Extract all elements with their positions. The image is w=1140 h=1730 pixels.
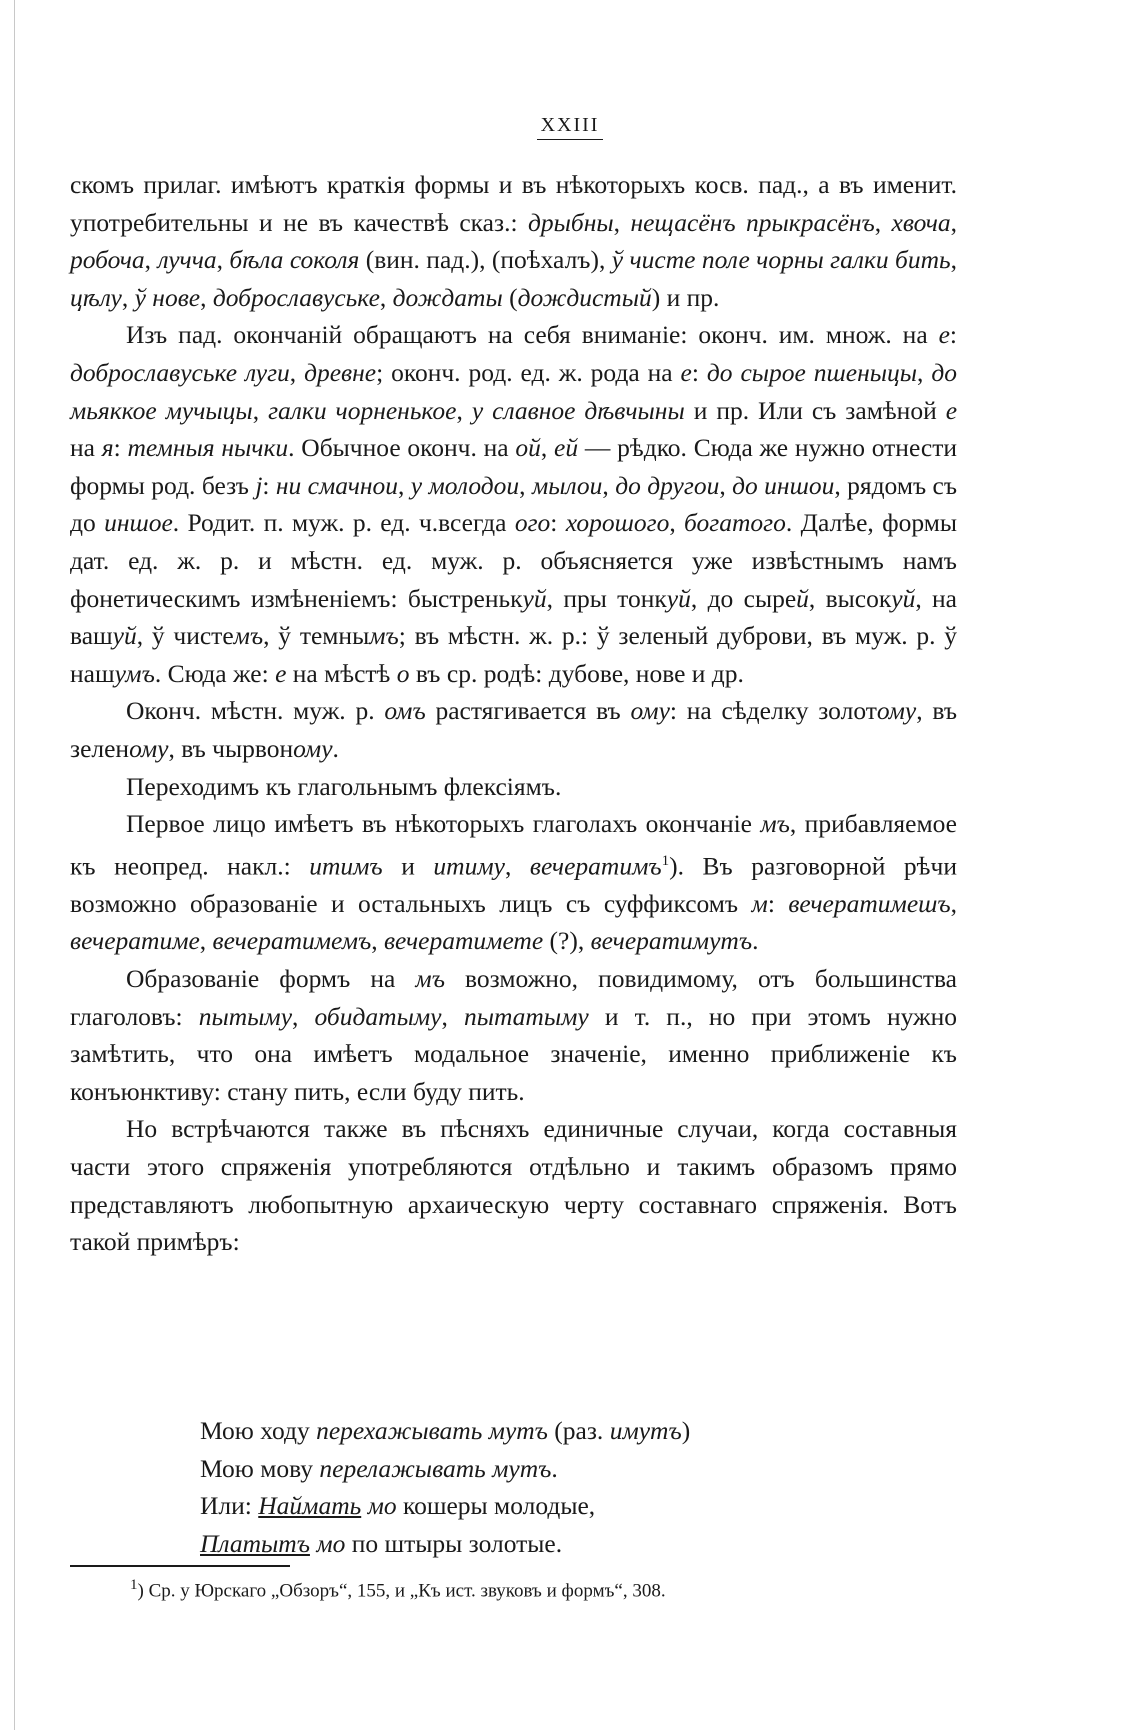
verse-line-1: Мою ходу перехажывать мутъ (раз. имутъ) <box>200 1416 691 1445</box>
paragraph-3: Оконч. мѣстн. муж. р. омъ растягивается въ ому: на сѣделку золотому, въ зеленому, въ чырвоному. <box>70 696 958 763</box>
verse-line-4: Платытъ мо по штыры золотые. <box>200 1528 563 1558</box>
verse-line-3: Или: Наймать мо кошеры молодые, <box>200 1491 596 1521</box>
page-number-text: XXIII <box>537 114 604 140</box>
body-text <box>70 166 957 1261</box>
verse-quote <box>200 1412 940 1562</box>
paragraph-4: Переходимъ къ глагольнымъ флексіямъ. <box>126 771 562 801</box>
page-edge-line <box>14 0 15 1730</box>
page-number <box>0 114 1140 140</box>
verse-line-2: Мою мову перелажывать мутъ. <box>200 1453 558 1483</box>
paragraph-2: Изъ пад. окончаній обращаютъ на себя вниманіе: оконч. им. множ. на е: доброславуське луги, древне; оконч. род. ед. ж. рода на е: до сырое пшеныцы, до мьяккое мучыцы, галки чорненькое, у славное дѣвчыны и пр. Или съ замѣной е на я: темныя нычки. Обычное оконч. на ой, ей — рѣдко. Сюда же нужно отнести формы род. безъ ј: ни смачнои, у молодои, мылои, до другои, до иншои, рядомъ съ до иншое. Родит. п. муж. р. ед. ч.всегда ого: хорошого, богатого. Далѣе, формы дат. ед. ж. р. и мѣстн. ед. муж. р. объясняется уже извѣстнымъ намъ фонетическимъ измѣненіемъ: быстренькуй, пры тонкуй, до сырей, высокуй, на вашуй, ў чистемъ, ў темнымъ; въ мѣстн. ж. р.: ў зеленый дуброви, въ муж. р. ў нашумъ. Сюда же: е на мѣстѣ о въ ср. родѣ: дубове, нове и др. <box>70 320 958 688</box>
paragraph-1: скомъ прилаг. имѣютъ краткія формы и въ нѣкоторыхъ косв. пад., а въ именит. употребительны и не въ качествѣ сказ.: дрыбны, нещасёнъ прыкрасёнъ, хвоча, робоча, лучча, бѣла соколя (вин. пад.), (поѣхалъ), ў чисте поле чорны галки бить, цѣлу, ў нове, доброславуське, дождаты (дождистый) и пр. <box>70 170 958 312</box>
paragraph-6: Образованіе формъ на мъ возможно, повидимому, отъ большинства глаголовъ: пытыму, обидатыму, пытатыму и т. п., но при этомъ нужно замѣтить, что она имѣетъ модальное значеніе, именно приближеніе къ конъюнктиву: стану пить, если буду пить. <box>70 963 958 1106</box>
paragraph-5: Первое лицо имѣетъ въ нѣкоторыхъ глаголахъ окончаніе мъ, прибавляемое къ неопред. накл.: итимъ и итиму, вечератимъ$^1$). Въ разговорной рѣчи возможно образованіе и остальныхъ лицъ съ суффиксомъ м: вечератимешъ, вечератиме, вечератимемъ, вечератимете (?), вечератимутъ. <box>70 809 958 956</box>
footnote-rule <box>70 1565 290 1567</box>
footnote: $^1$) Ср. у Юрскаго „Обзоръ“, 155, и „Къ ист. звуковъ и формъ“, 308. <box>130 1577 666 1602</box>
paragraph-7: Но встрѣчаются также въ пѣсняхъ единичные случаи, когда составныя части этого спряженія употребляются отдѣльно и такимъ образомъ прямо представляютъ любопытную архаическую черту составнаго спряженія. Вотъ такой примѣръ: <box>70 1114 957 1257</box>
